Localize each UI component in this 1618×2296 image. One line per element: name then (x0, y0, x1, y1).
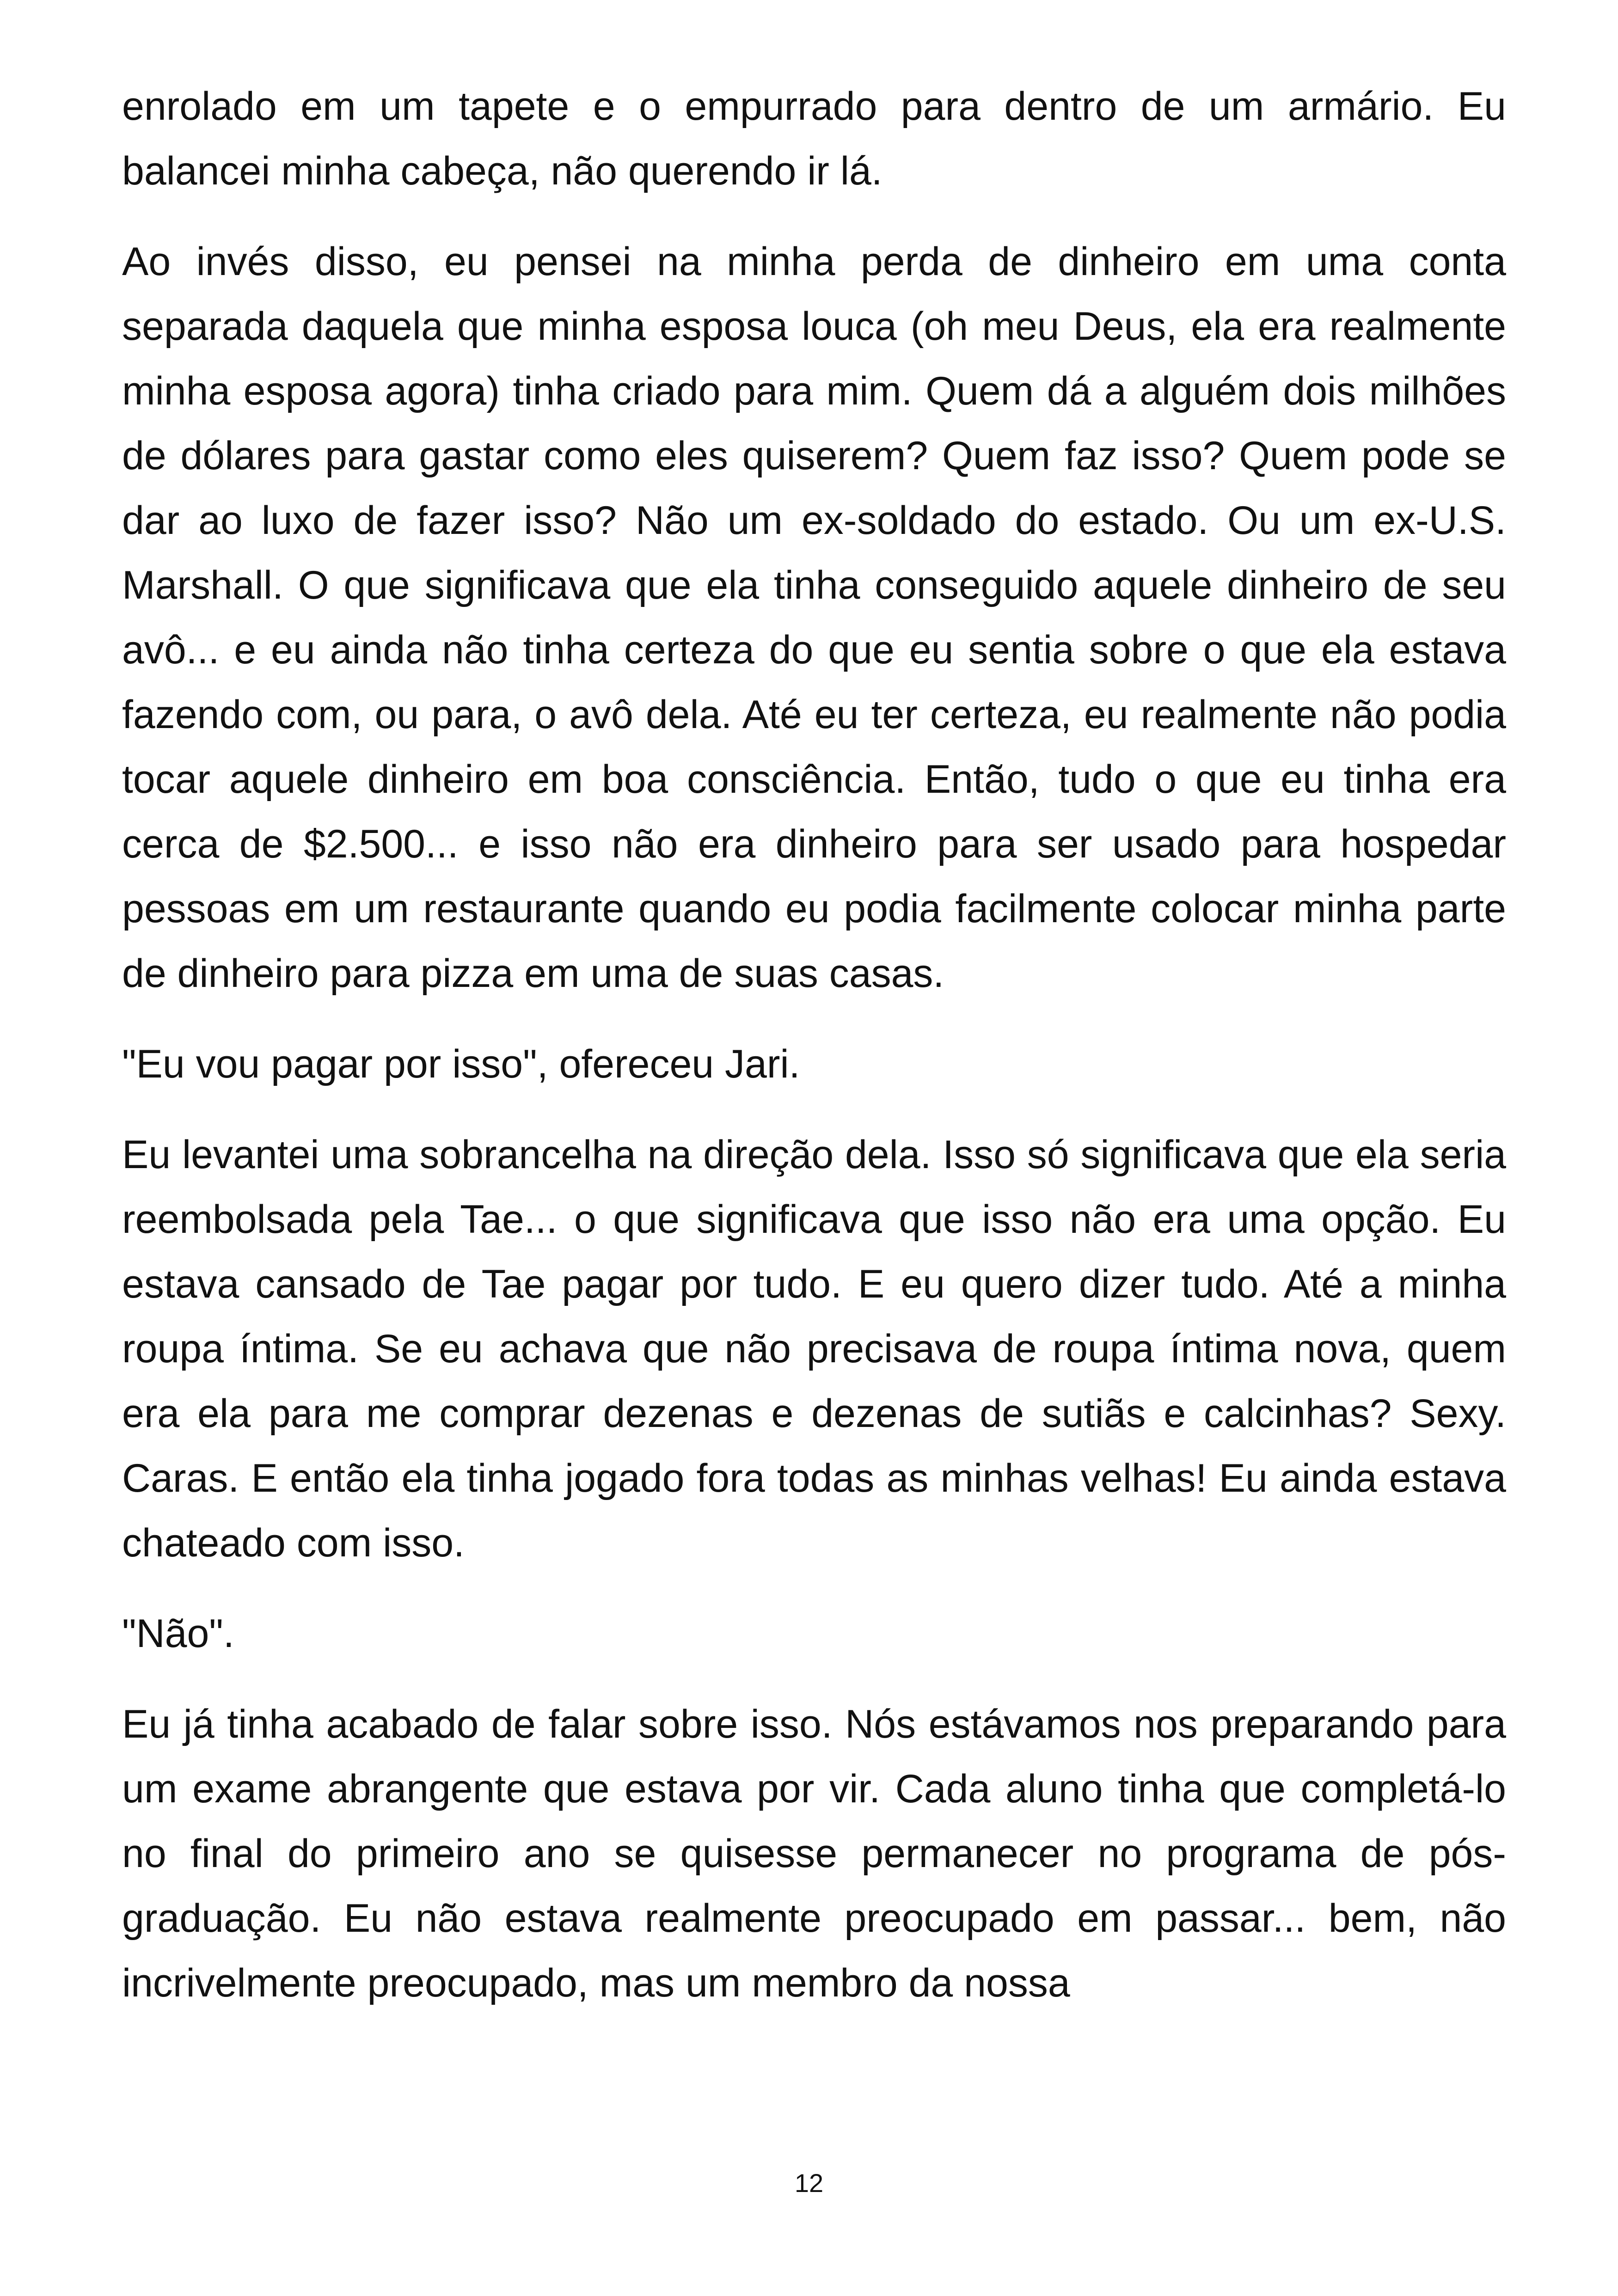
paragraph-1: enrolado em um tapete e o empurrado para dentro de um armário. Eu balancei minha cabeça, não querendo ir lá. (122, 84, 1506, 193)
paragraph-2: Ao invés disso, eu pensei na minha perda de dinheiro em uma conta separada daquela que minha esposa louca (oh meu Deus, ela era realmente minha esposa agora) tinha criado para mim. Quem dá a alguém dois milhões de dólares para gastar como eles quiserem? Quem faz isso? Quem pode se dar ao luxo de fazer isso? Não um ex-soldado do estado. Ou um ex-U.S. Marshall. O que significava que ela tinha conseguido aquele dinheiro de seu avô... e eu ainda não tinha certeza do que eu sentia sobre o que ela estava fazendo com, ou para, o avô dela. Até eu ter certeza, eu realmente não podia tocar aquele dinheiro em boa consciência. Então, tudo o que eu tinha era cerca de $2.500... e isso não era dinheiro para ser usado para hospedar pessoas em um restaurante quando eu podia facilmente colocar minha parte de dinheiro para pizza em uma de suas casas. (122, 239, 1506, 996)
page-number: 12 (794, 2168, 824, 2198)
paragraph-6: Eu já tinha acabado de falar sobre isso. Nós estávamos nos preparando para um exame abrangente que estava por vir. Cada aluno tinha que completá-lo no final do primeiro ano se quisesse permanecer no programa de pós-graduação. Eu não estava realmente preocupado em passar... bem, não incrivelmente preocupado, mas um membro da nossa (122, 1702, 1506, 2005)
paragraph-3: "Eu vou pagar por isso", ofereceu Jari. (122, 1042, 800, 1086)
body-text (122, 74, 1506, 2041)
paragraph-5: "Não". (122, 1611, 234, 1656)
paragraph-4: Eu levantei uma sobrancelha na direção dela. Isso só significava que ela seria reembolsada pela Tae... o que significava que isso não era uma opção. Eu estava cansado de Tae pagar por tudo. E eu quero dizer tudo. Até a minha roupa íntima. Se eu achava que não precisava de roupa íntima nova, quem era ela para me comprar dezenas e dezenas de sutiãs e calcinhas? Sexy. Caras. E então ela tinha jogado fora todas as minhas velhas! Eu ainda estava chateado com isso. (122, 1133, 1506, 1565)
